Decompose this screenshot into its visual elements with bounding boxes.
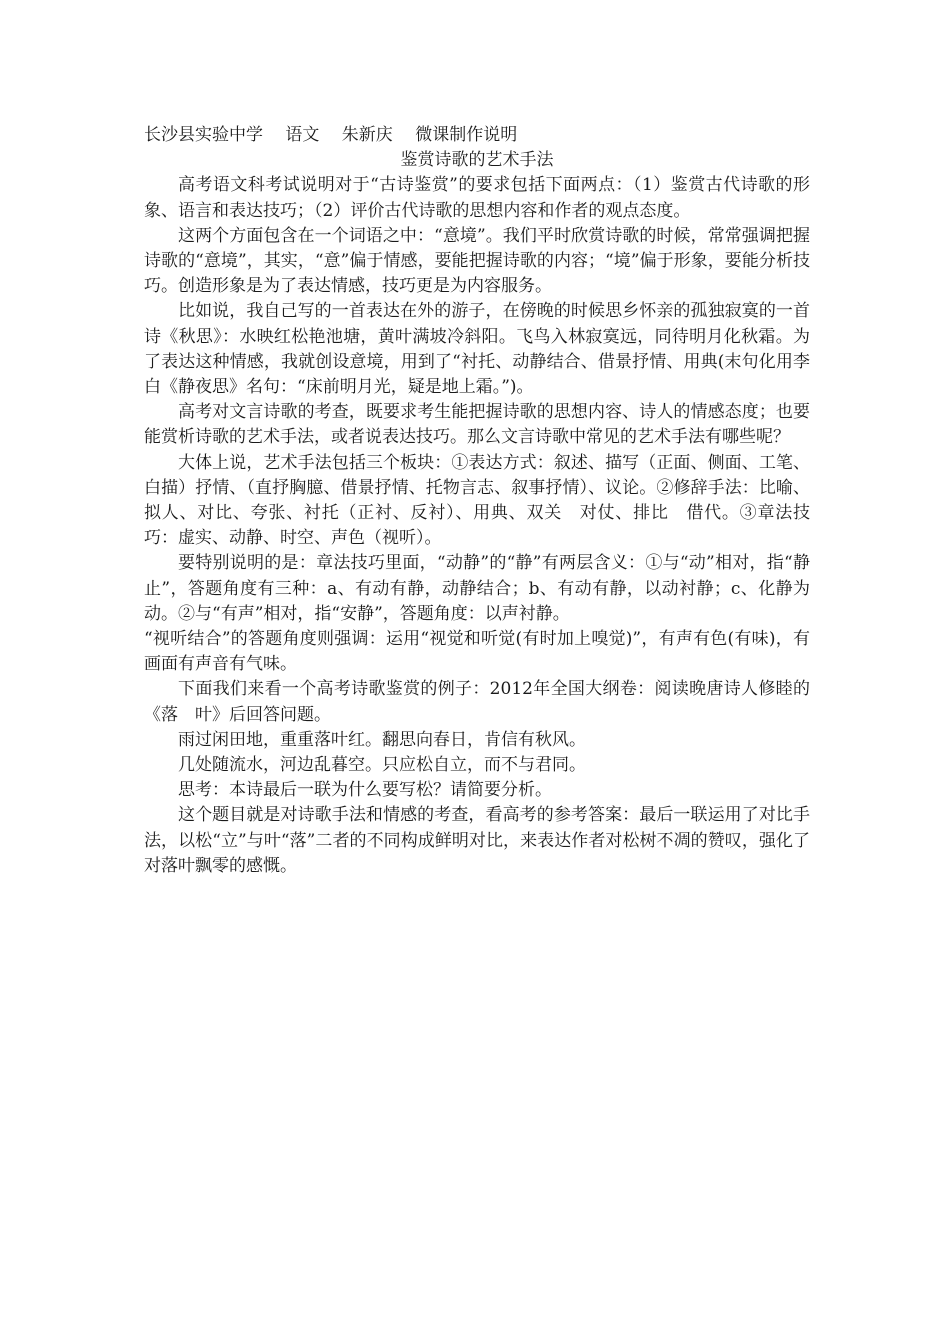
paragraph-exam-focus: 高考对文言诗歌的考查，既要求考生能把握诗歌的思想内容、诗人的情感态度；也要能赏析诗歌的艺术手法，或者说表达技巧。那么文言诗歌中常见的艺术手法有哪些呢？ — [144, 402, 810, 448]
document-title: 鉴赏诗歌的艺术手法 — [400, 150, 554, 171]
paragraph-yijing: 这两个方面包含在一个词语之中：“意境”。我们平时欣赏诗歌的时候，常常强调把握诗歌的“意境”，其实，“意”偏于情感，要能把握诗歌的内容；“境”偏于形象，要能分析技巧。创造形象是为了表达情感，技巧更是为内容服务。 — [144, 225, 810, 297]
poem-line-1: 雨过闲田地，重重落叶红。翻思向春日，肯信有秋风。 — [178, 729, 586, 750]
paragraph-exam-example: 下面我们来看一个高考诗歌鉴赏的例子：2012年全国大纲卷：阅读晚唐诗人修睦的《落 叶》后回答问题。 — [144, 679, 810, 725]
paragraph-dongjing: 要特别说明的是：章法技巧里面，“动静”的“静”有两层含义：①与“动”相对，指“静止”，答题角度有三种：a、有动有静，动静结合；b、有动有静，以动衬静；c、化静为动。②与“有声”相对，指“安静”，答题角度：以声衬静。 — [144, 553, 810, 624]
document-page — [144, 123, 810, 879]
document-header: 长沙县实验中学 语文 朱新庆 微课制作说明 — [144, 125, 518, 145]
poem-line-2: 几处随流水，河边乱暮空。只应松自立，而不与君同。 — [178, 755, 586, 776]
question-text: 思考：本诗最后一联为什么要写松？请简要分析。 — [178, 780, 552, 801]
paragraph-shiting: “视听结合”的答题角度则强调：运用“视觉和听觉(有时加上嗅觉)”，有声有色(有味)，有画面有声音有气味。 — [144, 629, 810, 675]
paragraph-example-poem: 比如说，我自己写的一首表达在外的游子，在傍晚的时候思乡怀亲的孤独寂寞的一首诗《秋思》：水映红松艳池塘，黄叶满坡冷斜阳。飞鸟入林寂寞远，同待明月化秋霜。为了表达这种情感，我就创设意境，用到了“衬托、动静结合、借景抒情、用典(末句化用李白《静夜思》名句：“床前明月光，疑是地上霜。”)。 — [144, 301, 810, 398]
paragraph-exam-requirements: 高考语文科考试说明对于“古诗鉴赏”的要求包括下面两点：（1）鉴赏古代诗歌的形象、语言和表达技巧；（2）评价古代诗歌的思想内容和作者的观点态度。 — [144, 175, 810, 221]
paragraph-art-techniques: 大体上说，艺术手法包括三个板块：①表达方式：叙述、描写（正面、侧面、工笔、白描）抒情、（直抒胸臆、借景抒情、托物言志、叙事抒情）、议论。②修辞手法：比喻、拟人、对比、夸张、衬托（正衬、反衬）、用典、双关 对仗、排比 借代。③章法技巧：虚实、动静、时空、声色（视听）。 — [144, 452, 810, 549]
answer-text: 这个题目就是对诗歌手法和情感的考查，看高考的参考答案：最后一联运用了对比手法，以松“立”与叶“落”二者的不同构成鲜明对比，来表达作者对松树不凋的赞叹，强化了对落叶飘零的感慨。 — [144, 805, 810, 876]
